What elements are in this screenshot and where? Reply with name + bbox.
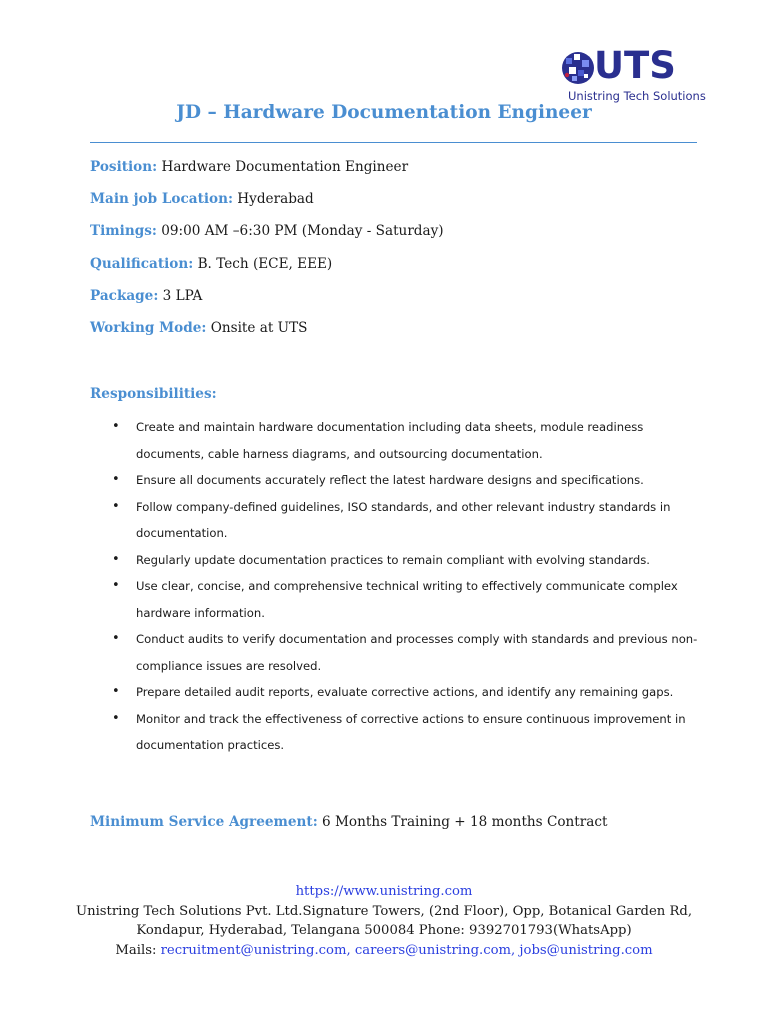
- field-package: [90, 288, 202, 304]
- field-location: [90, 191, 314, 207]
- uts-logo: [560, 44, 706, 106]
- field-label: Qualification:: [90, 256, 194, 272]
- address-phone-line: Kondapur, Hyderabad, Telangana 500084 Phone: 9392701793(WhatsApp): [136, 923, 632, 938]
- field-label: Working Mode:: [90, 320, 207, 336]
- list-item: • Ensure all documents accurately reflect the latest hardware designs and specifications.: [112, 467, 702, 494]
- email-links[interactable]: recruitment@unistring.com, careers@unistring.com, jobs@unistring.com: [160, 942, 653, 958]
- field-value: Hardware Documentation Engineer: [157, 159, 409, 175]
- page-title: JD – Hardware Documentation Engineer: [176, 102, 592, 123]
- field-label: Package:: [90, 288, 159, 304]
- field-value: Onsite at UTS: [206, 320, 308, 336]
- field-label: Timings:: [90, 223, 157, 239]
- field-working-mode: [90, 320, 308, 336]
- mails-label: Mails:: [115, 942, 161, 958]
- field-value: 09:00 AM –6:30 PM (Monday - Saturday): [156, 223, 444, 239]
- field-qualification: [90, 256, 332, 272]
- field-label: Position:: [90, 159, 158, 175]
- list-item: • Use clear, concise, and comprehensive technical writing to effectively communicate complex hardware information.: [112, 573, 702, 626]
- globe-icon: [560, 50, 596, 86]
- title-divider: [90, 142, 697, 143]
- field-label: Minimum Service Agreement:: [90, 814, 318, 830]
- logo-wordmark: UTS: [594, 44, 676, 87]
- website-link[interactable]: https://www.unistring.com: [295, 884, 473, 899]
- field-value: Hyderabad: [232, 191, 314, 207]
- responsibilities-heading: Responsibilities:: [90, 386, 217, 402]
- list-item: • Conduct audits to verify documentation and processes comply with standards and previous non-compliance issues are resolved.: [112, 626, 702, 679]
- field-value: B. Tech (ECE, EEE): [193, 256, 333, 272]
- list-item: • Follow company-defined guidelines, ISO standards, and other relevant industry standards in documentation.: [112, 494, 702, 547]
- field-position: [90, 159, 408, 175]
- contact-footer: [0, 882, 768, 960]
- list-item: • Regularly update documentation practices to remain compliant with evolving standards.: [112, 547, 702, 574]
- list-item: • Create and maintain hardware documentation including data sheets, module readiness documents, cable harness diagrams, and outsourcing documentation.: [112, 414, 702, 467]
- list-item: • Prepare detailed audit reports, evaluate corrective actions, and identify any remaining gaps.: [112, 679, 702, 706]
- field-timings: [90, 223, 444, 239]
- logo-company-name: Unistring Tech Solutions: [568, 89, 706, 103]
- list-item: • Monitor and track the effectiveness of corrective actions to ensure continuous improvement in documentation practices.: [112, 706, 702, 759]
- field-value: 6 Months Training + 18 months Contract: [317, 814, 608, 830]
- field-service-agreement: [90, 814, 607, 830]
- address-line: Unistring Tech Solutions Pvt. Ltd.Signature Towers, (2nd Floor), Opp, Botanical Garden Rd,: [75, 903, 693, 919]
- responsibilities-list: [112, 414, 702, 759]
- field-label: Main job Location:: [90, 191, 233, 207]
- field-value: 3 LPA: [158, 288, 203, 304]
